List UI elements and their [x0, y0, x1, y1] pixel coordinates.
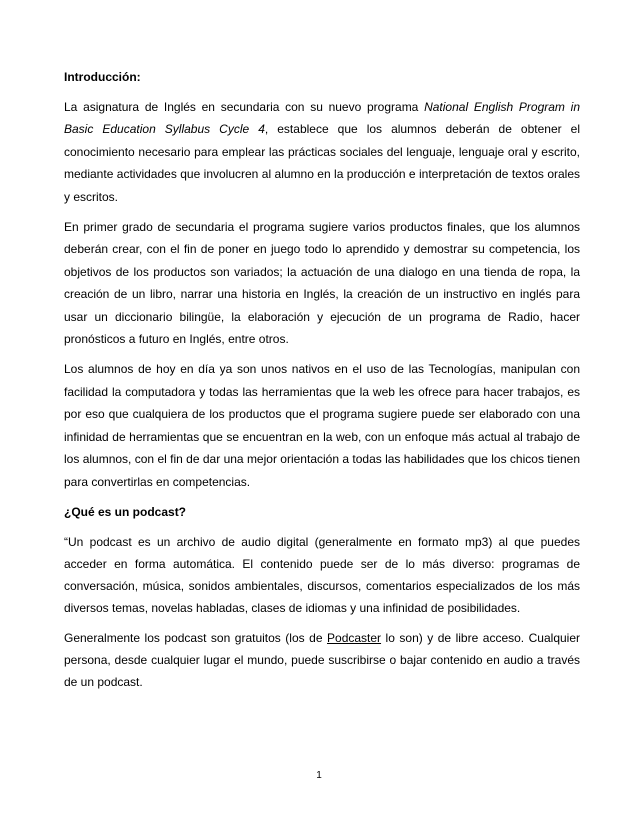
paragraph-intro-text-start: La asignatura de Inglés en secundaria con su nuevo programa — [64, 100, 425, 114]
paragraph-intro-text-end: , establece que los alumnos deberán de obtener el conocimiento necesario para emplear las prácticas sociales del lenguaje, lenguaje oral y escrito, mediante actividades que involucren al alumno en la producción e interpretación de textos orales y escritos. — [64, 122, 580, 204]
paragraph-access-text-end: lo son) y de libre acceso. Cualquier persona, desde cualquier lugar el mundo, puede suscribirse o bajar contenido en audio a través de un podcast. — [64, 630, 581, 689]
paragraph-first-grade: En primer grado de secundaria el programa sugiere varios productos finales, que los alumnos deberán crear, con el fin de poner en juego todo lo aprendido y demostrar su competencia, los objetivos de los productos son variados; la actuación de una dialogo en una tienda de ropa, la creación de un libro, narrar una historia en Inglés, la creación de un instructivo en inglés para usar un diccionario bilingüe, la elaboración y ejecución de un programa de Radio, hacer pronósticos a futuro en Inglés, entre otros. — [64, 220, 580, 347]
paragraph-access-text-start: Generalmente los podcast son gratuitos (los de — [64, 630, 328, 645]
paragraph-students-technology: Los alumnos de hoy en día ya son unos nativos en el uso de las Tecnologías, manipulan con facilidad la computadora y todas las herramientas que la web les ofrece para hacer trabajos, es por eso que cualquiera de los productos que el programa sugiere puede ser elaborado con una infinidad de herramientas que se encuentran en la web, con un enfoque más actual al trabajo de los alumnos, con el fin de dar una mejor orientación a todas las habilidades que los chicos tienen para convertirlas en competencias. — [64, 362, 580, 489]
document-page — [64, 66, 580, 701]
podcaster-link[interactable]: Podcaster — [327, 630, 382, 645]
paragraph-podcast-access — [64, 627, 580, 693]
program-name-italic: National English Program in Basic Education Syllabus Cycle 4 — [64, 100, 580, 137]
page-number: 1 — [316, 770, 322, 781]
podcast-heading: ¿Qué es un podcast? — [64, 504, 187, 519]
paragraph-intro — [64, 96, 580, 208]
paragraph-podcast-definition: “Un podcast es un archivo de audio digital (generalmente en formato mp3) al que puedes acceder en forma automática. El contenido puede ser de lo más diverso: programas de conversación, música, sonidos ambientales, discursos, comentarios especializados de los más diversos temas, novelas habladas, clases de idiomas y una infinidad de posibilidades. — [64, 534, 580, 615]
intro-heading: Introducción: — [64, 70, 141, 84]
